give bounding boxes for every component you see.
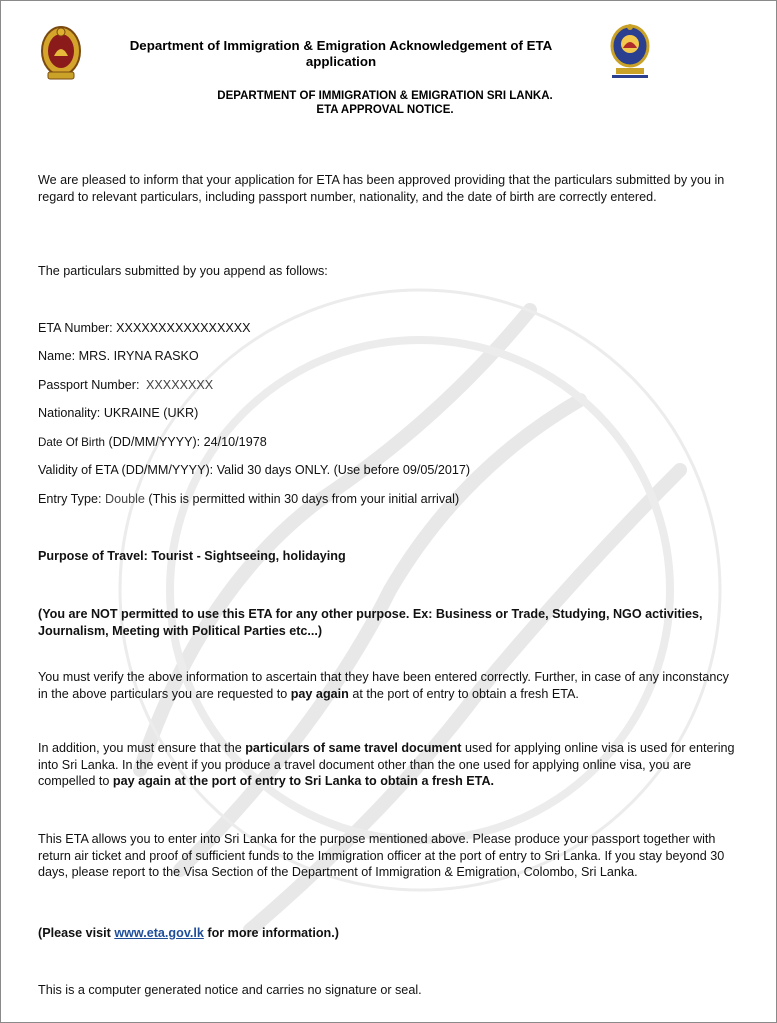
- entry-type-label: Entry Type:: [38, 492, 102, 506]
- eta-number-label: ETA Number:: [38, 321, 113, 335]
- visit-paragraph: [38, 925, 738, 942]
- dob-row: [38, 434, 738, 452]
- name-value: MRS. IRYNA RASKO: [78, 349, 199, 363]
- dob-label-b: (DD/MM/YYYY):: [108, 435, 201, 449]
- notice-line-1: DEPARTMENT OF IMMIGRATION & EMIGRATION SRI LANKA.: [217, 90, 553, 102]
- sri-lanka-emblem-icon: [40, 24, 82, 82]
- intro-paragraph: We are pleased to inform that your application for ETA has been approved providing that the particulars submitted by you in regard to relevant particulars, including passport number, nationality, and the date of birth are correctly entered.: [38, 173, 725, 204]
- dob-value: 24/10/1978: [203, 435, 267, 449]
- title-line-1: Department of Immigration & Emigration Acknowledgement of ETA: [129, 38, 553, 53]
- particulars-intro: The particulars submitted by you append as follows:: [38, 264, 328, 278]
- entry-type-note: (This is permitted within 30 days from your initial arrival): [148, 492, 460, 506]
- page-title: [88, 38, 594, 70]
- name-row: [38, 348, 738, 365]
- nationality-label: Nationality:: [38, 406, 101, 420]
- name-label: Name:: [38, 349, 76, 363]
- entry-type-value: Double: [104, 492, 145, 506]
- immigration-department-emblem-icon: [606, 22, 654, 80]
- verify-text-b: at the port of entry to obtain a fresh ETA.: [352, 686, 579, 701]
- visit-text-a: (Please visit: [38, 926, 111, 940]
- title-line-2: application: [305, 54, 377, 69]
- verify-text-a: You must verify the above information to ascertain that they have been entered correctly. Further, in case of any inconstancy in the above particulars you are requested to: [38, 670, 729, 701]
- notice-heading: [120, 89, 650, 117]
- notice-line-2: ETA APPROVAL NOTICE.: [316, 104, 454, 116]
- validity-row: [38, 462, 738, 479]
- addition-text-b: used for applying online visa is used for entering into Sri Lanka. In the event if you produce a travel document other than the one used for applying online visa, you are compelled to: [38, 741, 735, 788]
- verify-text-bold: pay again: [290, 686, 349, 701]
- allows-paragraph: This ETA allows you to enter into Sri Lanka for the purpose mentioned above. Please produce your passport together with return air ticket and proof of sufficient funds to the Immigration officer at the port of entry to Sri Lanka. If you stay beyond 30 days, please report to the Visa Section of the Department of Immigration & Emigration, Colombo, Sri Lanka.: [38, 832, 725, 879]
- validity-label: Validity of ETA (DD/MM/YYYY):: [38, 463, 214, 477]
- addition-text-bold-1: particulars of same travel document: [245, 741, 462, 755]
- entry-type-row: [38, 491, 738, 508]
- passport-value: XXXXXXXX: [146, 378, 214, 392]
- eta-number-row: [38, 320, 738, 337]
- addition-paragraph: [38, 740, 738, 790]
- dob-label-a: Date Of Birth: [38, 436, 106, 449]
- purpose-of-travel: Purpose of Travel: Tourist - Sightseeing, holidaying: [38, 549, 346, 563]
- nationality-row: [38, 405, 738, 422]
- eta-number-value: XXXXXXXXXXXXXXXX: [116, 321, 251, 335]
- footer-note: This is a computer generated notice and carries no signature or seal.: [38, 983, 422, 997]
- eta-website-link[interactable]: www.eta.gov.lk: [114, 926, 204, 940]
- verify-paragraph: [38, 669, 738, 702]
- purpose-warning: (You are NOT permitted to use this ETA for any other purpose. Ex: Business or Trade, Studying, NGO activities, Journalism, Meeting with Political Parties etc...): [38, 607, 703, 638]
- passport-row: [38, 377, 738, 394]
- passport-label: Passport Number:: [38, 378, 140, 392]
- addition-text-a: In addition, you must ensure that the: [38, 741, 242, 755]
- nationality-value: UKRAINE (UKR): [103, 406, 199, 420]
- visit-text-b: for more information.): [207, 926, 339, 940]
- validity-value: Valid 30 days ONLY. (Use before 09/05/2017): [216, 463, 471, 477]
- addition-text-bold-2: pay again at the port of entry to Sri Lanka to obtain a fresh ETA.: [112, 774, 495, 788]
